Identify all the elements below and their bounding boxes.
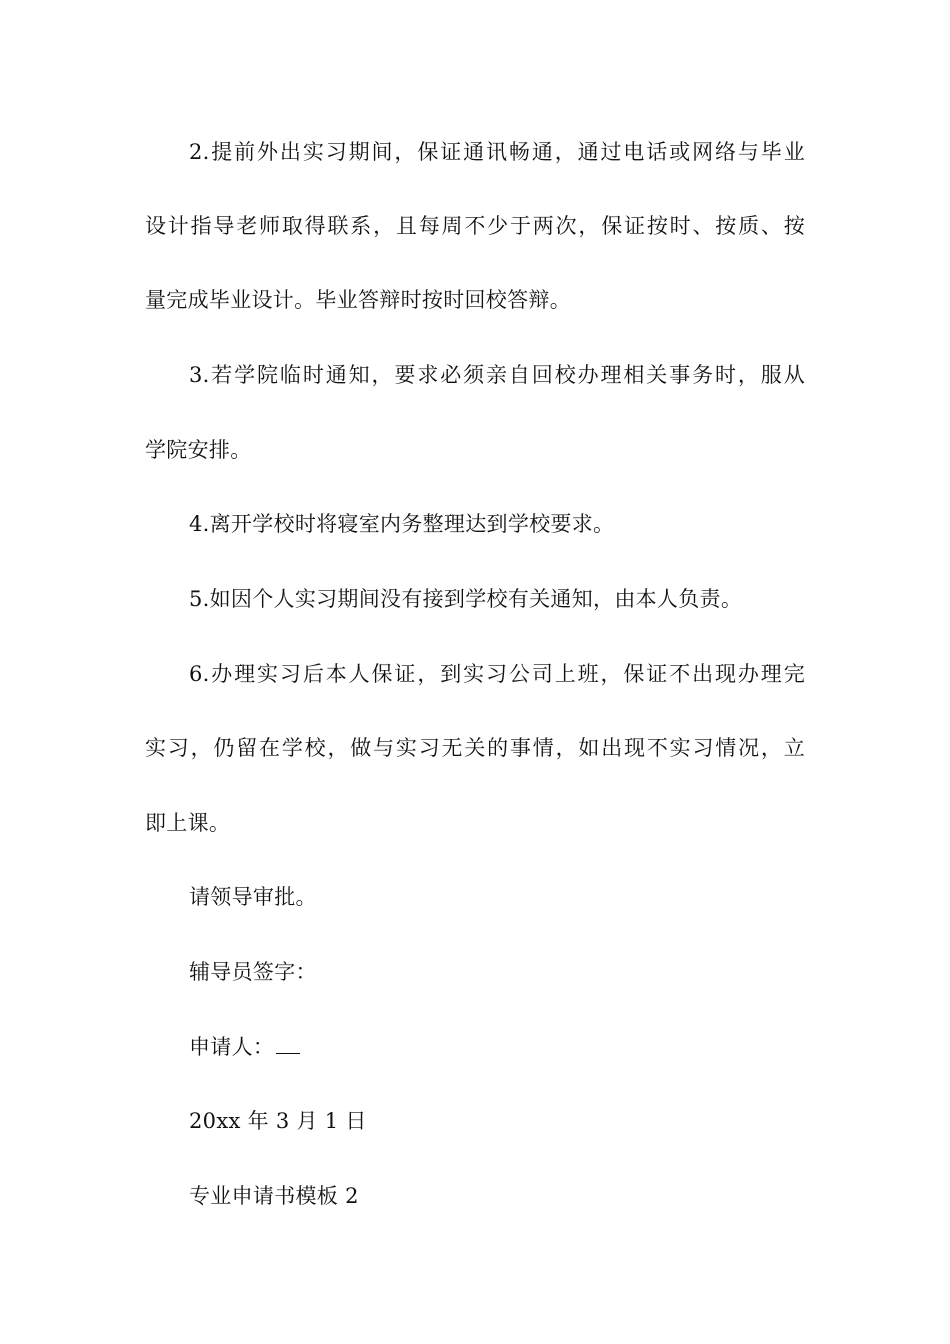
item-2-line-2: 设计指导老师取得联系，且每周不少于两次，保证按时、按质、按 bbox=[145, 214, 805, 238]
counselor-signature: 辅导员签字： bbox=[189, 960, 317, 984]
item-6-line-2: 实习，仍留在学校，做与实习无关的事情，如出现不实习情况，立 bbox=[145, 736, 805, 760]
item-6-line-1: 6.办理实习后本人保证，到实习公司上班，保证不出现办理完 bbox=[189, 662, 805, 686]
request-approval: 请领导审批。 bbox=[189, 885, 317, 909]
applicant-line bbox=[189, 1032, 300, 1062]
date: 20xx 年 3 月 1 日 bbox=[189, 1109, 367, 1133]
item-6-line-3: 即上课。 bbox=[145, 811, 231, 835]
item-2-line-3: 量完成毕业设计。毕业答辩时按时回校答辩。 bbox=[145, 288, 571, 312]
item-4: 4.离开学校时将寝室内务整理达到学校要求。 bbox=[189, 512, 615, 536]
item-2-line-1: 2.提前外出实习期间，保证通讯畅通，通过电话或网络与毕业 bbox=[189, 140, 805, 164]
applicant-blank bbox=[276, 1033, 300, 1054]
item-3-line-1: 3.若学院临时通知，要求必须亲自回校办理相关事务时，服从 bbox=[189, 363, 805, 387]
item-3-line-2: 学院安排。 bbox=[145, 438, 252, 462]
next-section-title: 专业申请书模板 2 bbox=[189, 1184, 359, 1208]
applicant-label: 申请人： bbox=[189, 1035, 275, 1059]
item-5: 5.如因个人实习期间没有接到学校有关通知，由本人负责。 bbox=[189, 587, 743, 611]
